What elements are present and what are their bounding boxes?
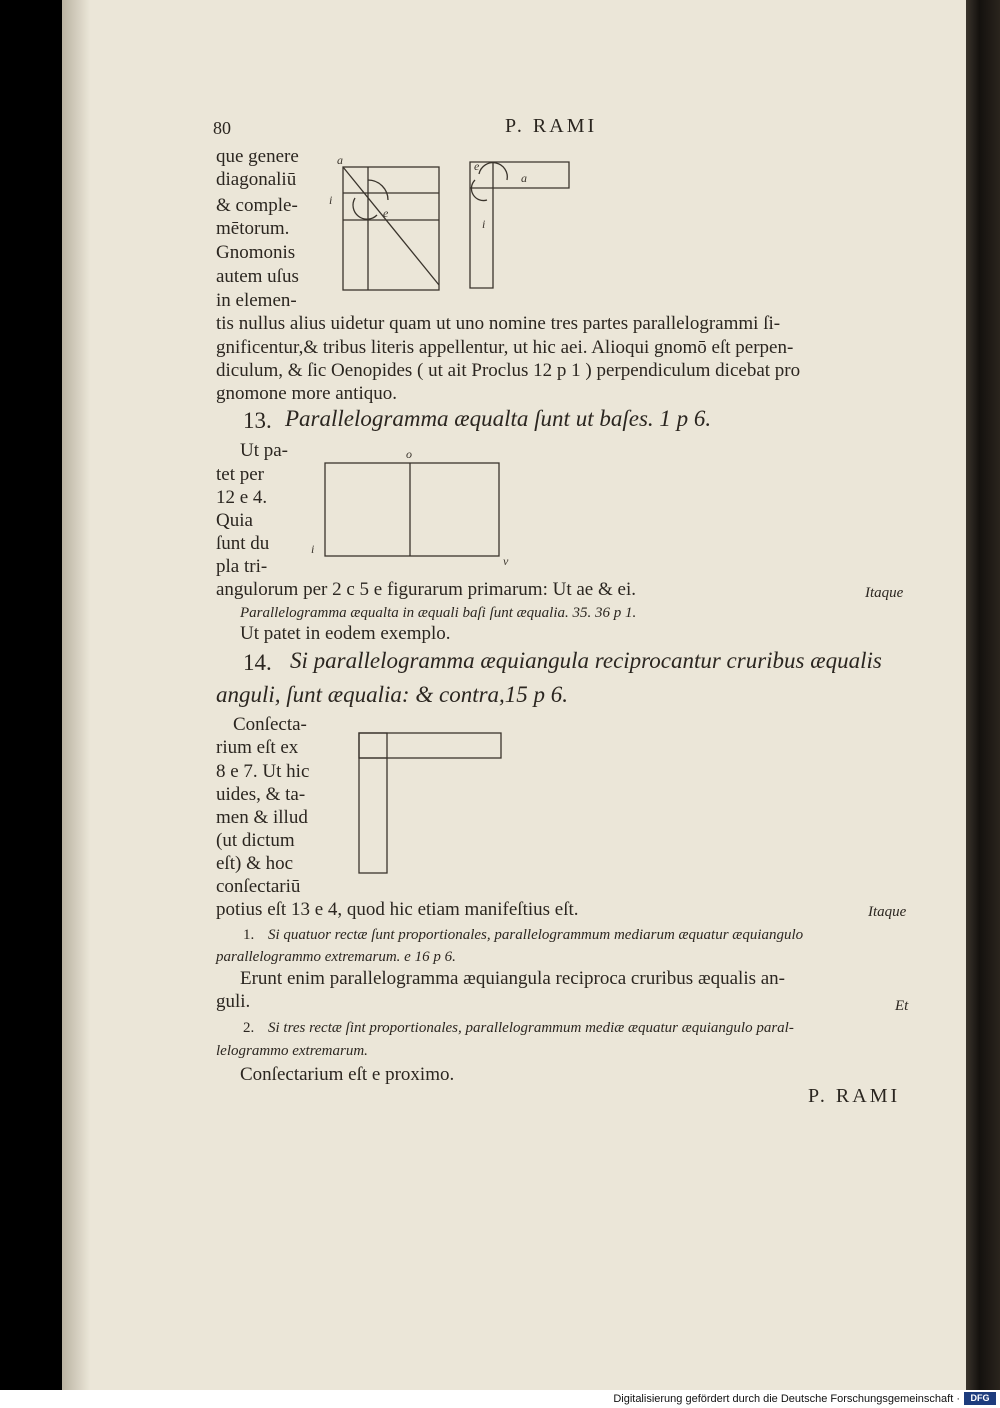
prop13-number: 13. — [243, 408, 272, 433]
cor14-1-line2: parallelogrammo extremarum. e 16 p 6. — [216, 949, 456, 965]
catchword-et: Et — [895, 998, 909, 1014]
text-line: tet per — [216, 464, 265, 485]
text-line: Gnomonis — [216, 242, 296, 263]
page-edge — [966, 0, 1000, 1390]
fig1-label-a: a — [337, 153, 343, 167]
fig3-label-v: v — [503, 554, 509, 568]
text-line: guli. — [216, 991, 251, 1012]
text-line: gnificentur,& tribus literis appellentur, ut hic aei. Alioqui gnomō eſt perpen- — [216, 337, 794, 358]
catchword-itaque: Itaque — [865, 585, 904, 601]
footer-credit: Digitalisierung gefördert durch die Deutsche Forschungsgemeinschaft · — [613, 1393, 960, 1405]
fig2-label-i: i — [482, 217, 486, 231]
cor14-1-number: 1. — [243, 927, 255, 943]
fig2-label-a: a — [521, 171, 527, 185]
prop14-line1: Si parallelogramma æquiangula reciprocantur cruribus æqualis — [290, 648, 882, 673]
text-line: potius eſt 13 e 4, quod hic etiam manifeſtius eſt. — [216, 899, 579, 920]
page-number: 80 — [213, 118, 231, 138]
closing-line: Conſectarium eſt e proximo. — [240, 1064, 455, 1085]
fig3-label-o: o — [406, 447, 412, 461]
text-line: 12 e 4. — [216, 487, 268, 508]
text-line: & comple- — [216, 195, 298, 216]
text-line: diculum, & ſic Oenopides ( ut ait Proclus 12 p 1 ) perpendiculum dicebat pro — [216, 360, 801, 381]
fig2-label-e: e — [474, 159, 480, 173]
text-line: Ut patet in eodem exemplo. — [240, 623, 451, 644]
catchword-p-rami: P. RAMI — [808, 1085, 901, 1107]
text-line: diagonaliū — [216, 169, 297, 190]
prop14-line2: anguli, ſunt æqualia: & contra,15 p 6. — [216, 682, 569, 707]
text-line: conſectariū — [216, 876, 301, 897]
text-line: tis nullus alius uidetur quam ut uno nomine tres partes parallelogrammi ſi- — [216, 313, 781, 334]
figure-two-parallelograms — [310, 445, 520, 575]
corollary-13: Parallelogramma æqualta in æquali baſi ſunt æqualia. 35. 36 p 1. — [240, 605, 637, 621]
text-line: 8 e 7. Ut hic — [216, 761, 310, 782]
cor14-2-line1: Si tres rectæ ſint proportionales, parallelogrammum mediæ æquatur æquiangulo paral- — [268, 1020, 794, 1036]
text-line: mētorum. — [216, 218, 290, 239]
text-line: Ut pa- — [240, 440, 289, 461]
cor14-1-line1: Si quatuor rectæ ſunt proportionales, parallelogrammum mediarum æquatur æquiangulo — [268, 927, 804, 943]
text-line: Quia — [216, 510, 253, 531]
fig3-label-i: i — [311, 542, 315, 556]
page-gutter-shadow — [62, 0, 90, 1390]
prop14-number: 14. — [243, 650, 272, 675]
figure-gnomon-l — [465, 158, 580, 293]
text-line: ſunt du — [216, 533, 270, 554]
fig1-label-e: e — [383, 206, 389, 220]
text-line: gnomone more antiquo. — [216, 383, 397, 404]
text-line: eſt) & hoc — [216, 853, 294, 874]
footer-bar — [0, 1390, 1000, 1408]
text-line: angulorum per 2 c 5 e figurarum primarum: Ut ae & ei. — [216, 579, 636, 600]
text-line: uides, & ta- — [216, 784, 306, 805]
prop13-text: Parallelogramma æqualta ſunt ut baſes. 1 p 6. — [285, 406, 712, 431]
figure-reciprocal-parallelograms — [355, 728, 505, 878]
text-line: que genere — [216, 146, 299, 167]
dfg-logo: DFG — [964, 1392, 996, 1405]
text-line: pla tri- — [216, 556, 268, 577]
text-line: rium eſt ex — [216, 737, 299, 758]
text-line: (ut dictum — [216, 830, 295, 851]
text-line: autem uſus — [216, 266, 299, 287]
text-line: men & illud — [216, 807, 308, 828]
catchword-itaque-2: Itaque — [868, 904, 907, 920]
cor14-2-number: 2. — [243, 1020, 255, 1036]
text-line: in elemen- — [216, 290, 297, 311]
text-line: Erunt enim parallelogramma æquiangula reciproca cruribus æqualis an- — [240, 968, 786, 989]
running-title: P. RAMI — [505, 115, 598, 137]
fig1-label-i: i — [329, 193, 333, 207]
text-line: Conſecta- — [233, 714, 307, 735]
cor14-2-line2: lelogrammo extremarum. — [216, 1043, 368, 1059]
figure-gnomon-square — [329, 153, 450, 300]
